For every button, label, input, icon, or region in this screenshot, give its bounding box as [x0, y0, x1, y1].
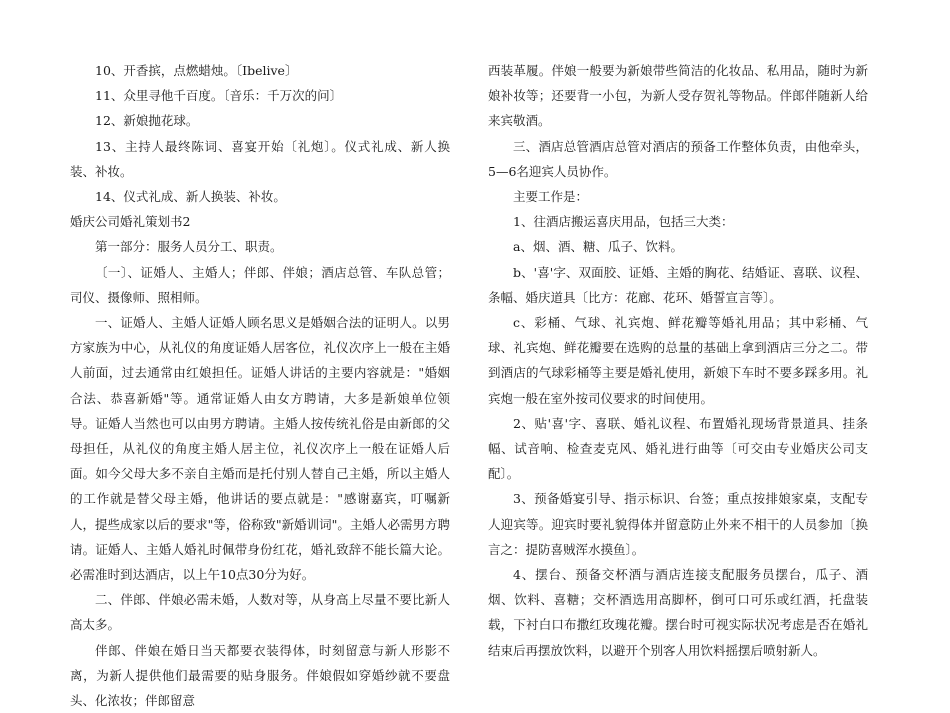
paragraph: 西装革履。伴娘一般要为新娘带些简洁的化妆品、私用品，随时为新娘补妆等；还要背一小包，为新人受存贺礼等物品。伴郎伴随新人给来宾敬酒。 — [488, 63, 868, 129]
paragraph: 2、贴'喜'字、喜联、婚礼议程、布置婚礼现场背景道具、挂条幅、试音响、检查麦克风、婚礼进行曲等〔可交由专业婚庆公司支配〕。 — [488, 415, 868, 482]
section-title: 婚庆公司婚礼策划书2 — [70, 214, 191, 230]
paragraph: 3、预备婚宴引导、指示标识、台签；重点按排娘家桌，支配专人迎宾等。迎宾时要礼貌得体并留意防止外来不相干的人员参加〔换言之：提防喜贼浑水摸鱼〕。 — [488, 491, 868, 557]
paragraph: 伴郎、伴娘在婚日当天都要衣装得体，时刻留意与新人形影不离，为新人提供他们最需要的贴身服务。伴娘假如穿婚纱就不要盘头、化浓妆；伴郎留意 — [70, 642, 450, 709]
left-column — [70, 58, 450, 713]
right-column — [488, 58, 868, 663]
paragraph: c、彩桶、气球、礼宾炮、鲜花瓣等婚礼用品；其中彩桶、气球、礼宾炮、鲜花瓣要在选购的总量的基础上拿到酒店三分之二。带到酒店的气球彩桶等主要是婚礼使用，新娘下车时不要多踩多用。礼宾炮一般在室外按司仪要求的时间使用。 — [488, 315, 868, 406]
paragraph: 第一部分：服务人员分工、职责。 — [95, 239, 283, 255]
paragraph: 14、仪式礼成、新人换装、补妆。 — [95, 189, 286, 205]
paragraph: 4、摆台、预备交杯酒与酒店连接支配服务员摆台，瓜子、酒烟、饮料、喜糖；交杯酒选用高脚杯，倒可口可乐或红酒，托盘装载，下衬白口布撒红玫瑰花瓣。摆台时可视实际状况考虑是否在婚礼结束后再摆放饮料，以避开个别客人用饮料摇摆后喷射新人。 — [488, 567, 868, 658]
paragraph: 10、开香摈，点燃蜡烛。〔Ibelive〕 — [95, 63, 298, 78]
paragraph: 1、往酒店搬运喜庆用品，包括三大类： — [513, 214, 734, 230]
paragraph: 13、主持人最终陈词、喜宴开始〔礼炮〕。仪式礼成、新人换装、补妆。 — [70, 138, 450, 179]
paragraph: a、烟、酒、糖、瓜子、饮料。 — [513, 239, 683, 255]
paragraph: 11、众里寻他千百度。〔音乐：千万次的问〕 — [95, 88, 343, 104]
paragraph: 〔一〕、证婚人、主婚人；伴郎、伴娘；酒店总管、车队总管；司仪、摄像师、照相师。 — [70, 264, 450, 305]
paragraph: 12、新娘抛花球。 — [95, 113, 199, 129]
paragraph: 三、酒店总管酒店总管对酒店的预备工作整体负责，由他牵头，5—6名迎宾人员协作。 — [488, 138, 868, 179]
paragraph: 主要工作是： — [513, 189, 589, 205]
paragraph: 二、伴郎、伴娘必需未婚，人数对等，从身高上尽量不要比新人高太多。 — [70, 592, 450, 633]
paragraph: b、'喜'字、双面胶、证婚、主婚的胸花、结婚证、喜联、议程、条幅、婚庆道具〔比方：花廊、花环、婚誓宣言等〕。 — [488, 264, 868, 305]
paragraph: 一、证婚人、主婚人证婚人顾名思义是婚姻合法的证明人。以男方家族为中心，从礼仪的角度证婚人居客位，礼仪次序上一般在主婚人前面，过去通常由红娘担任。证婚人讲话的主要内容就是："婚姻合法、恭喜新婚"等。通常证婚人由女方聘请，大多是新娘单位领导。证婚人当然也可以由男方聘请。主婚人按传统礼俗是由新郎的父母担任，从礼仪的角度主婚人居主位，礼仪次序上一般在证婚人后面。如今父母大多不亲自主婚而是托付别人替自己主婚，所以主婚人的工作就是替父母主婚，他讲话的要点就是："感谢嘉宾，叮嘱新人，提些成家以后的要求"等，俗称致"新婚训词"。主婚人必需男方聘请。证婚人、主婚人婚礼时佩带身份红花，婚礼致辞不能长篇大论。必需准时到达酒店，以上午10点30分为好。 — [70, 315, 450, 583]
